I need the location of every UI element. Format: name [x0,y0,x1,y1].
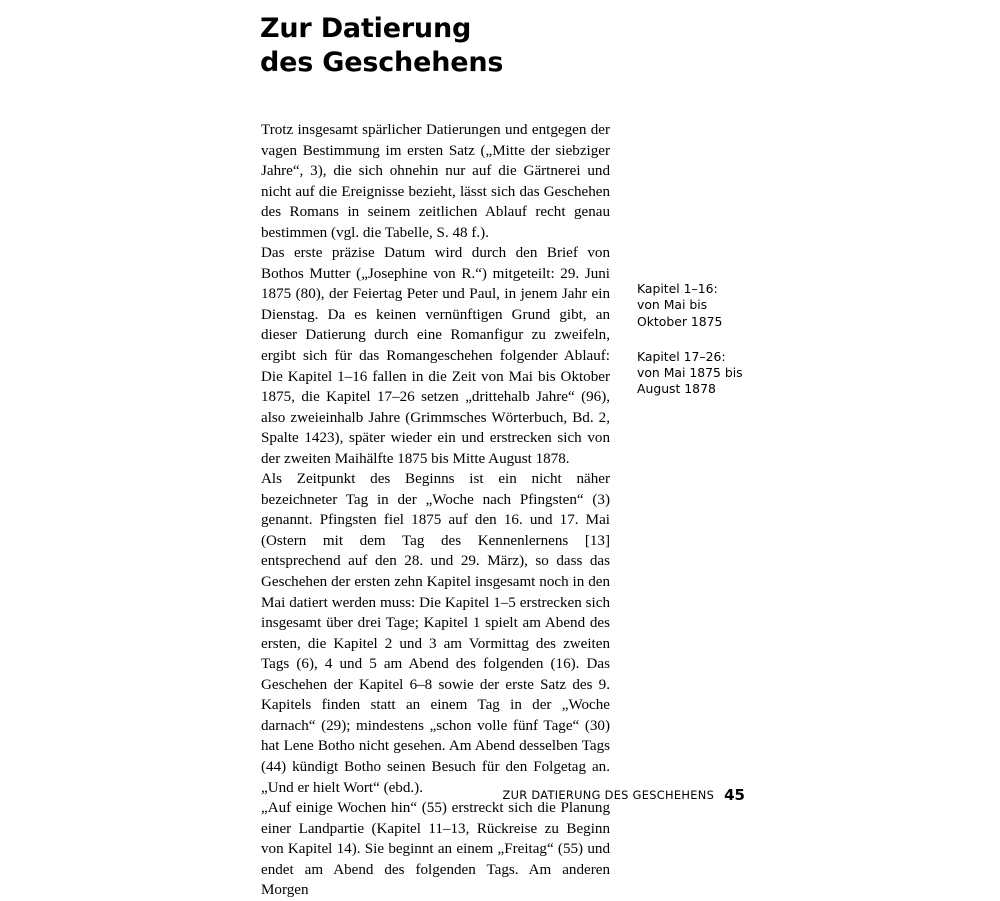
page-title [260,12,680,80]
margin-note-line: August 1878 [637,381,716,397]
body-paragraph: Als Zeitpunkt des Beginns ist ein nicht näher bezeichneter Tag in der „Woche nach Pfingsten“ (3) genannt. Pfingsten fiel 1875 auf den 16. und 17. Mai (Ostern mit dem Tag des Kennenlernens [13] entsprechend auf den 28. und 29. März), so dass das Geschehen der ersten zehn Kapitel insgesamt noch in den Mai datiert werden muss: Die Kapitel 1–5 erstrecken sich insgesamt über drei Tage; Kapitel 1 spielt am Abend des ersten, die Kapitel 2 und 3 am Vormittag des zweiten Tags (6), 4 und 5 am Abend des folgenden (16). Das Geschehen der Kapitel 6–8 sowie der erste Satz des 9. Kapitels finden statt an einem Tag in der „Woche darnach“ (29); mindestens „schon volle fünf Tage“ (30) hat Lene Botho nicht gesehen. Am Abend desselben Tags (44) kündigt Botho seinen Besuch für den Folgetag an. „Und er hielt Wort“ (ebd.). [261,471,610,796]
margin-note-line: Oktober 1875 [637,313,723,329]
page-number: 45 [724,786,745,804]
footer-running-head: ZUR DATIERUNG DES GESCHEHENS [502,788,715,802]
margin-note-line: Kapitel 17–26: [637,348,726,364]
body-paragraph: Das erste präzise Datum wird durch den Brief von Bothos Mutter („Josephine von R.“) mitgeteilt: 29. Juni 1875 (80), der Feiertag Peter und Paul, in jenem Jahr ein Dienstag. Da es keinen vernünftigen Grund gibt, an dieser Datierung durch eine Romanfigur zu zweifeln, ergibt sich für das Romangeschehen folgender Ablauf: Die Kapitel 1–16 fallen in die Zeit von Mai bis Oktober 1875, die Kapitel 17–26 setzen „drittehalb Jahre“ (96), also zweieinhalb Jahre (Grimmsches Wörterbuch, Bd. 2, Spalte 1423), später wieder ein und erstrecken sich von der zweiten Maihälfte 1875 bis Mitte August 1878. [261,245,610,467]
margin-notes [637,281,837,417]
body-text-column [261,120,610,901]
margin-note-line: von Mai 1875 bis [637,365,743,381]
body-paragraph: „Auf einige Wochen hin“ (55) erstreckt sich die Planung einer Landpartie (Kapitel 11–13, Rückreise zu Beginn von Kapitel 14). Sie beginnt an einem „Freitag“ (55) und endet am Abend des folgenden Tags. Am anderen Morgen [261,800,610,899]
body-paragraph: Trotz insgesamt spärlicher Datierungen und entgegen der vagen Bestimmung im ersten Satz („Mitte der siebziger Jahre“, 3), die sich ohnehin nur auf die Gärtnerei und nicht auf die Ereignisse bezieht, lässt sich das Geschehen des Romans in seinem zeitlichen Ablauf recht genau bestimmen (vgl. die Tabelle, S. 48 f.). [261,122,610,241]
page-title-line-2: des Geschehens [260,47,504,79]
margin-note [637,349,837,398]
margin-note-line: Kapitel 1–16: [637,281,718,296]
margin-note-line: von Mai bis [637,297,708,313]
page-title-line-1: Zur Datierung [260,13,472,45]
margin-note [637,281,837,330]
page-footer [0,786,745,804]
